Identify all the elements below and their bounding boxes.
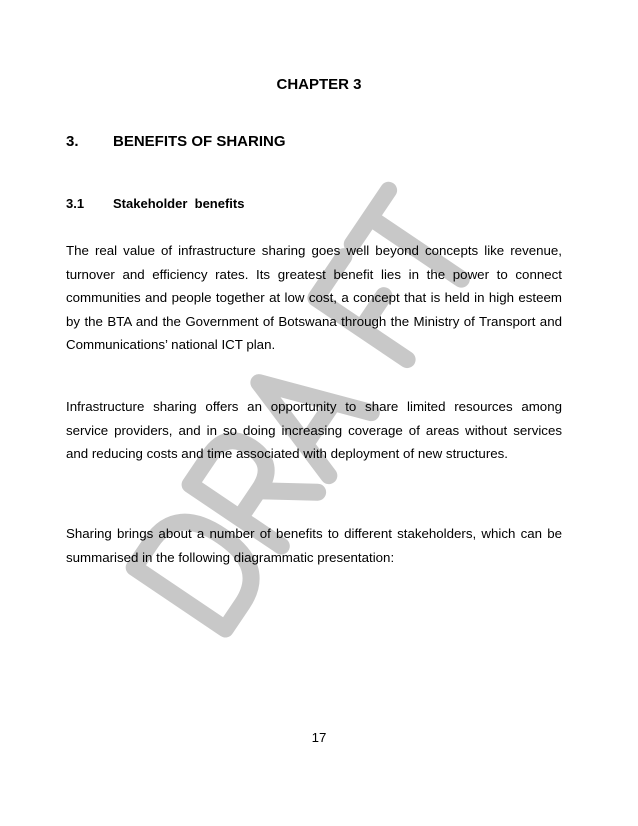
paragraph-benefits-summary: Sharing brings about a number of benefits to different stakeholders, which can be summarised in the following diagrammatic presentation: (66, 526, 562, 565)
section-title: BENEFITS OF SHARING (113, 133, 286, 150)
subsection-title: Stakeholder benefits (113, 196, 245, 211)
paragraph-infrastructure-value: The real value of infrastructure sharing goes well beyond concepts like revenue, turnover and efficiency rates. Its greatest benefit lies in the power to connect communities and people together at low cost, a concept that is held in high esteem by the BTA and the Government of Botswana through the Ministry of Transport and Communications’ national ICT plan. (66, 243, 562, 352)
chapter-heading: CHAPTER 3 (276, 76, 362, 93)
subsection-heading (66, 196, 244, 211)
subsection-number: 3.1 (66, 196, 85, 211)
page-number: 17 (311, 730, 327, 745)
section-heading (66, 133, 286, 150)
paragraph-sharing-opportunity: Infrastructure sharing offers an opportunity to share limited resources among service providers, and in so doing increasing coverage of areas without services and reducing costs and time associated with deployment of new structures. (66, 399, 562, 461)
section-number: 3. (66, 133, 79, 150)
